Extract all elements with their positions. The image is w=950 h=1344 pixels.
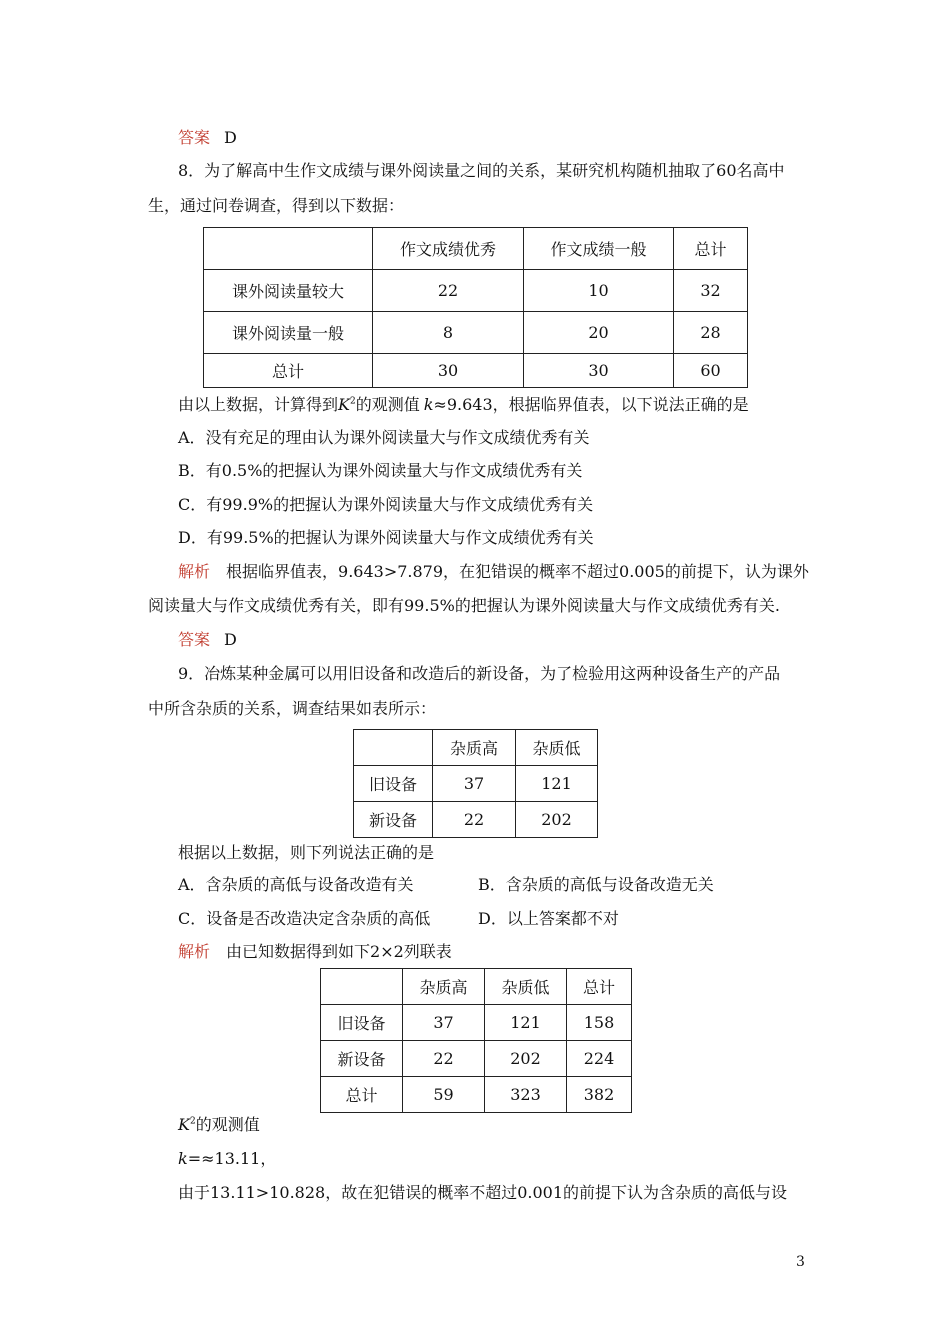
table-cell: 课外阅读量较大	[204, 270, 373, 312]
table-header-row	[354, 730, 598, 766]
answer-value: D	[224, 630, 237, 649]
table-cell: 20	[524, 312, 674, 354]
table-cell: 22	[373, 270, 524, 312]
table-row	[354, 802, 598, 838]
table-cell: 总计	[674, 228, 748, 270]
table-cell: 30	[524, 354, 674, 388]
answer-line	[178, 629, 237, 651]
table-cell: 22	[403, 1041, 485, 1077]
table-cell	[321, 969, 403, 1005]
table-row	[321, 1041, 632, 1077]
table-cell: 杂质低	[485, 969, 567, 1005]
table-row	[354, 766, 598, 802]
table-cell: 总计	[567, 969, 632, 1005]
text-fragment: ≈9.643，根据临界值表，以下说法正确的是	[433, 395, 749, 414]
q9-last-line: 由于13.11>10.828，故在犯错误的概率不超过0.001的前提下认为含杂质的高低与设	[178, 1183, 788, 1202]
q8-stem-line1: 8．为了解高中生作文成绩与课外阅读量之间的关系，某研究机构随机抽取了60名高中	[178, 161, 785, 180]
q8-option-d: D．有99.5%的把握认为课外阅读量大与作文成绩优秀有关	[178, 528, 594, 547]
answer-label: 答案	[178, 630, 211, 649]
table-cell: 121	[516, 766, 598, 802]
q9-option-b: B．含杂质的高低与设备改造无关	[478, 875, 714, 894]
table-cell: 10	[524, 270, 674, 312]
superscript: 2	[189, 1116, 196, 1127]
analysis-text: 由已知数据得到如下2×2列联表	[226, 942, 452, 961]
superscript: 2	[349, 396, 356, 407]
table-row	[204, 312, 748, 354]
table-cell: 32	[674, 270, 748, 312]
q8-option-a: A．没有充足的理由认为课外阅读量大与作文成绩优秀有关	[178, 428, 590, 447]
table-cell: 杂质高	[403, 969, 485, 1005]
table-cell: 121	[485, 1005, 567, 1041]
k-symbol: K	[338, 395, 350, 414]
q8-option-c: C．有99.9%的把握认为课外阅读量大与作文成绩优秀有关	[178, 495, 594, 514]
q9-stem-line2: 中所含杂质的关系，调查结果如表所示：	[148, 699, 437, 718]
table-header-row	[204, 228, 748, 270]
analysis-label: 解析	[178, 562, 211, 581]
k-variable: k	[178, 1149, 188, 1168]
k-variable: k	[423, 395, 434, 414]
q8-analysis-line2: 阅读量大与作文成绩优秀有关，即有99.5%的把握认为课外阅读量大与作文成绩优秀有关.	[148, 596, 780, 615]
table-cell: 59	[403, 1077, 485, 1113]
table-cell: 旧设备	[321, 1005, 403, 1041]
text-fragment: 的观测值	[195, 1115, 260, 1134]
table-cell: 新设备	[321, 1041, 403, 1077]
table-cell: 28	[674, 312, 748, 354]
q9-option-a: A．含杂质的高低与设备改造有关	[178, 875, 414, 894]
analysis-text: 根据临界值表，9.643>7.879，在犯错误的概率不超过0.005的前提下，认为课外	[226, 562, 809, 581]
table-cell: 旧设备	[354, 766, 433, 802]
table-cell	[354, 730, 433, 766]
q9-analysis-line	[178, 941, 452, 963]
table-cell: 37	[433, 766, 516, 802]
q9-table2	[320, 968, 632, 1113]
table-cell: 杂质高	[433, 730, 516, 766]
table-row	[204, 270, 748, 312]
q9-stem-line1: 9．冶炼某种金属可以用旧设备和改造后的新设备，为了检验用这两种设备生产的产品	[178, 664, 781, 683]
table-cell: 课外阅读量一般	[204, 312, 373, 354]
table-cell: 202	[516, 802, 598, 838]
table-cell: 杂质低	[516, 730, 598, 766]
text-fragment: 由以上数据，计算得到	[178, 395, 339, 414]
table-cell: 382	[567, 1077, 632, 1113]
answer-line	[178, 127, 237, 149]
q8-analysis-line1	[178, 561, 809, 583]
q8-option-b: B．有0.5%的把握认为课外阅读量大与作文成绩优秀有关	[178, 461, 583, 480]
q9-option-d: D．以上答案都不对	[478, 909, 619, 928]
q9-after-table: 根据以上数据，则下列说法正确的是	[178, 843, 435, 862]
table-cell: 作文成绩优秀	[373, 228, 524, 270]
q8-after-table	[178, 394, 749, 416]
table-cell: 37	[403, 1005, 485, 1041]
table-row	[204, 354, 748, 388]
k-line	[178, 1148, 276, 1170]
q8-stem-line2: 生，通过问卷调查，得到以下数据：	[148, 196, 405, 215]
k-symbol: K	[178, 1115, 190, 1134]
q9-table	[353, 729, 598, 838]
table-cell: 323	[485, 1077, 567, 1113]
text-fragment: 的观测值	[355, 395, 420, 414]
table-cell: 30	[373, 354, 524, 388]
analysis-label: 解析	[178, 942, 211, 961]
table-cell: 202	[485, 1041, 567, 1077]
table-cell: 总计	[321, 1077, 403, 1113]
answer-label: 答案	[178, 128, 211, 147]
table-cell: 158	[567, 1005, 632, 1041]
table-row	[321, 1077, 632, 1113]
k2-line	[178, 1114, 260, 1136]
table-cell: 总计	[204, 354, 373, 388]
table-cell: 224	[567, 1041, 632, 1077]
q9-option-c: C．设备是否改造决定含杂质的高低	[178, 909, 431, 928]
table-cell: 8	[373, 312, 524, 354]
table-cell: 作文成绩一般	[524, 228, 674, 270]
answer-value: D	[224, 128, 237, 147]
table-cell	[204, 228, 373, 270]
text-fragment: =≈13.11，	[187, 1149, 277, 1168]
table-cell: 新设备	[354, 802, 433, 838]
table-header-row	[321, 969, 632, 1005]
page-number: 3	[796, 1254, 805, 1270]
table-cell: 22	[433, 802, 516, 838]
q8-table	[203, 227, 748, 388]
table-cell: 60	[674, 354, 748, 388]
table-row	[321, 1005, 632, 1041]
